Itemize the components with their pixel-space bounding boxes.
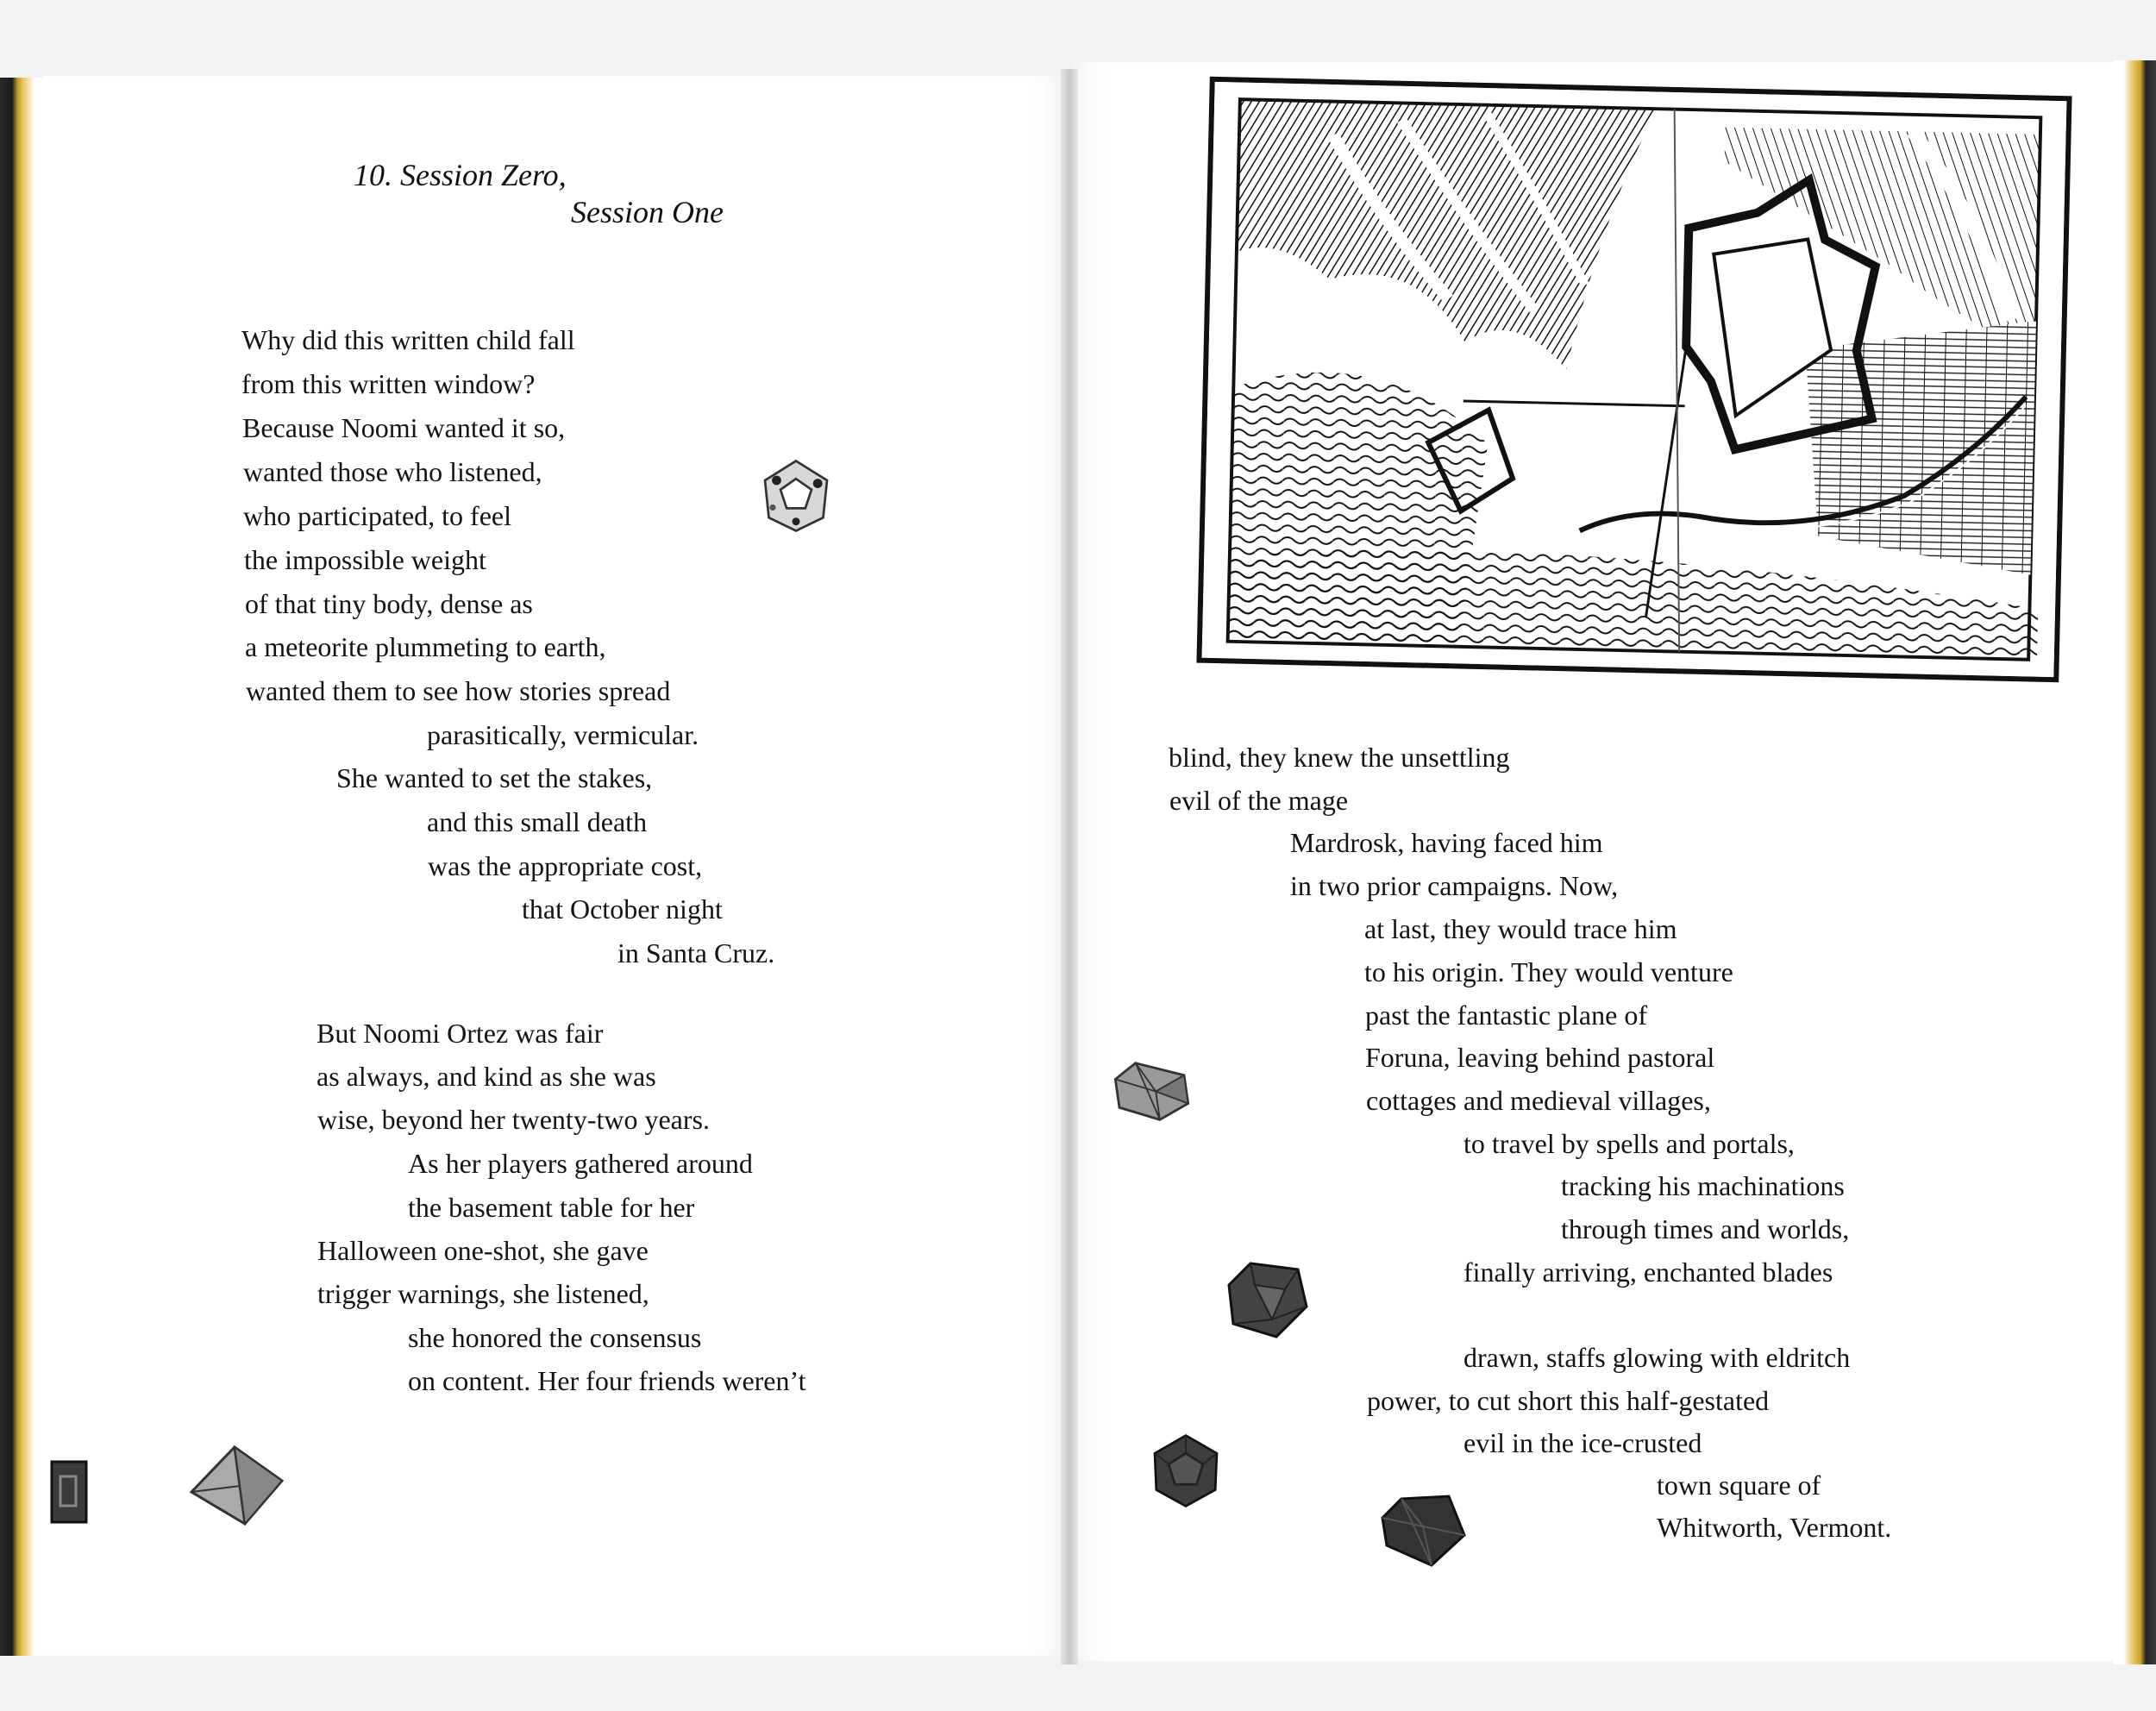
poem-line: as always, and kind as she was (317, 1061, 656, 1092)
poem-line: drawn, staffs glowing with eldritch (1463, 1342, 1851, 1373)
d10-die-icon (1111, 1059, 1193, 1124)
book-edge-left (0, 78, 45, 1656)
d8-die-icon (183, 1442, 291, 1528)
poem-line: power, to cut short this half-gestated (1367, 1385, 1770, 1416)
poem-line: was the appropriate cost, (428, 850, 703, 881)
poem-line: parasitically, vermicular. (427, 719, 699, 750)
poem-line: tracking his machinations (1561, 1170, 1845, 1201)
d10-die-icon (1380, 1492, 1466, 1570)
poem-line: blind, they knew the unsettling (1169, 742, 1510, 773)
poem-line: to his origin. They would venture (1364, 956, 1733, 987)
poem-line: wanted those who listened, (243, 456, 542, 487)
poem-line: wise, beyond her twenty-two years. (317, 1104, 710, 1135)
poem-line: As her players gathered around (408, 1148, 753, 1179)
poem-line: Why did this written child fall (241, 324, 575, 355)
poem-line: Mardrosk, having faced him (1290, 827, 1603, 858)
poem-line: on content. Her four friends weren’t (408, 1365, 806, 1396)
fortified-town-map-icon (1202, 82, 2067, 677)
poem-line: evil in the ice-crusted (1463, 1427, 1702, 1458)
poem-line: and this small death (427, 806, 648, 837)
poem-line: she honored the consensus (408, 1322, 702, 1353)
poem-title-line-2: Session One (571, 195, 724, 229)
book-edge-right (2113, 60, 2156, 1664)
poem-line: who participated, to feel (243, 500, 511, 531)
d20-die-icon (1225, 1259, 1311, 1341)
poem-line: wanted them to see how stories spread (246, 675, 671, 706)
poem-line: Whitworth, Vermont. (1657, 1512, 1892, 1543)
poem-title-line-1: 10. Session Zero, (354, 158, 567, 192)
poem-line: of that tiny body, dense as (245, 588, 533, 619)
poem-line: at last, they would trace him (1364, 913, 1677, 944)
d12-die-icon (757, 457, 835, 535)
poem-line: Halloween one-shot, she gave (317, 1235, 649, 1266)
poem-line: from this written window? (241, 368, 536, 399)
d12-die-icon (1147, 1432, 1225, 1509)
poem-line: But Noomi Ortez was fair (317, 1018, 604, 1049)
poem-line: that October night (522, 893, 723, 924)
poem-line: cottages and medieval villages, (1366, 1085, 1711, 1116)
poem-line: trigger warnings, she listened, (317, 1278, 649, 1309)
poem-line: a meteorite plummeting to earth, (245, 631, 606, 662)
poem-line: the impossible weight (244, 544, 486, 575)
poem-line: the basement table for her (408, 1192, 695, 1223)
poem-line: in Santa Cruz. (617, 937, 775, 968)
poem-line: in two prior campaigns. Now, (1290, 870, 1619, 901)
poem-line: finally arriving, enchanted blades (1463, 1257, 1833, 1288)
poem-line: She wanted to set the stakes, (336, 762, 653, 793)
poem-line: evil of the mage (1169, 785, 1349, 816)
engraved-map-illustration (1196, 77, 2071, 683)
poem-line: past the fantastic plane of (1365, 1000, 1647, 1031)
poem-line: town square of (1657, 1470, 1821, 1501)
poem-line: Because Noomi wanted it so, (242, 412, 566, 443)
d6-die-icon (47, 1457, 91, 1526)
book-gutter (1061, 69, 1078, 1664)
poem-line: to travel by spells and portals, (1463, 1128, 1795, 1159)
poem-line: through times and worlds, (1561, 1213, 1850, 1244)
poem-line: Foruna, leaving behind pastoral (1365, 1042, 1715, 1073)
